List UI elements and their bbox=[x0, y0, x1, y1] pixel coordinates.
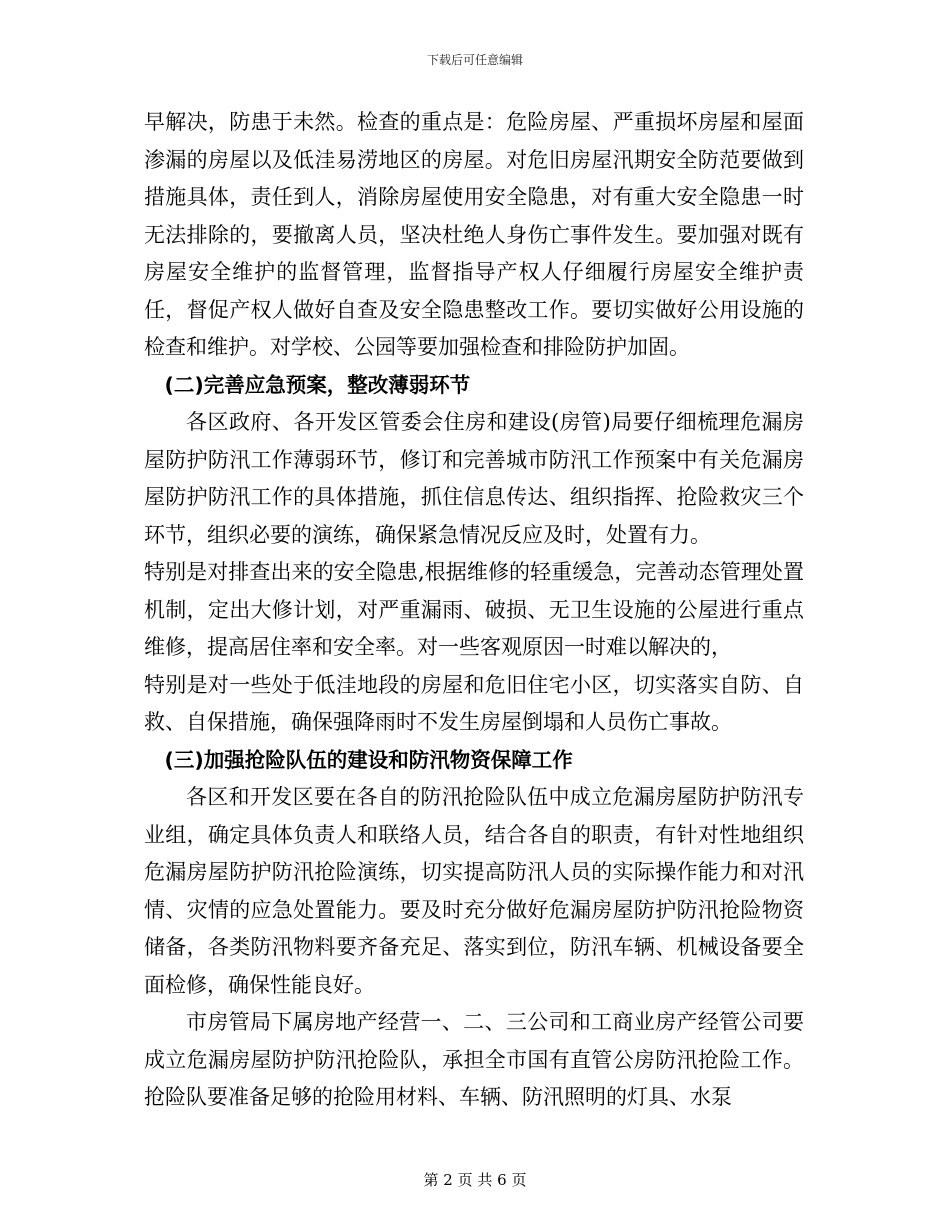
paragraph-1: 早解决，防患于未然。检查的重点是：危险房屋、严重损坏房屋和屋面渗漏的房屋以及低洼易涝地区的房屋。对危旧房屋汛期安全防范要做到措施具体，责任到人，消除房屋使用安全隐患，对有重大安全隐患一时无法排除的，要撤离人员，坚决杜绝人身伤亡事件发生。要加强对既有房屋安全维护的监督管理，监督指导产权人仔细履行房屋安全维护责任，督促产权人做好自查及安全隐患整改工作。要切实做好公用设施的检查和维护。对学校、公园等要加强检查和排险防护加固。 bbox=[144, 110, 804, 359]
paragraph-5: 各区和开发区要在各自的防汛抢险队伍中成立危漏房屋防护防汛专业组，确定具体负责人和联络人员，结合各自的职责，有针对性地组织危漏房屋防护防汛抢险演练，切实提高防汛人员的实际操作能力和对汛情、灾情的应急处置能力。要及时充分做好危漏房屋防护防汛抢险物资储备，各类防汛物料要齐备充足、落实到位，防汛车辆、机械设备要全面检修，确保性能良好。 bbox=[144, 785, 804, 997]
section-heading-2: (二)完善应急预案，整改薄弱环节 bbox=[164, 372, 471, 397]
document-body bbox=[144, 104, 804, 1117]
paragraph-2: 各区政府、各开发区管委会住房和建设(房管)局要仔细梳理危漏房屋防护防汛工作薄弱环节，修订和完善城市防汛工作预案中有关危漏房屋防护防汛工作的具体措施，抓住信息传达、组织指挥、抢险救灾三个环节，组织必要的演练，确保紧急情况反应及时，处置有力。 bbox=[144, 410, 804, 547]
paragraph-6: 市房管局下属房地产经营一、二、三公司和工商业房产经管公司要成立危漏房屋防护防汛抢险队，承担全市国有直管公房防汛抢险工作。抢险队要准备足够的抢险用材料、车辆、防汛照明的灯具、水泵 bbox=[144, 1010, 804, 1109]
page-footer: 第 2 页 共 6 页 bbox=[423, 1171, 527, 1189]
page-header: 下载后可任意编辑 bbox=[426, 53, 523, 67]
paragraph-3: 特别是对排查出来的安全隐患,根据维修的轻重缓急，完善动态管理处置机制，定出大修计划，对严重漏雨、破损、无卫生设施的公屋进行重点维修，提高居住率和安全率。对一些客观原因一时难以解决的， bbox=[144, 560, 804, 659]
paragraph-4: 特别是对一些处于低洼地段的房屋和危旧住宅小区，切实落实自防、自救、自保措施，确保强降雨时不发生房屋倒塌和人员伤亡事故。 bbox=[144, 672, 804, 734]
section-heading-3: (三)加强抢险队伍的建设和防汛物资保障工作 bbox=[164, 747, 573, 772]
